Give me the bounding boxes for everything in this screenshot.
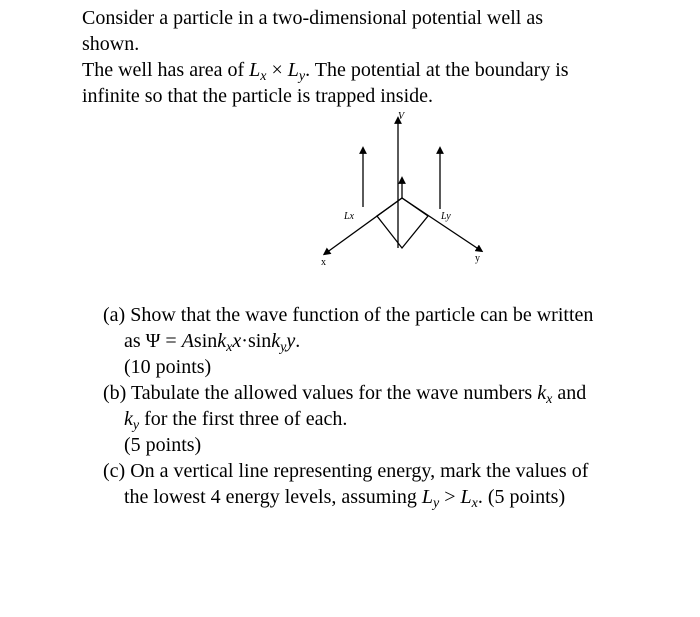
v-label: V: [398, 111, 405, 122]
b-kx-symbol: k: [537, 382, 547, 404]
part-c-suffix: . (5 points): [477, 486, 566, 508]
lx-label: Lx: [344, 211, 354, 222]
part-a-formula: [103, 328, 663, 354]
part-b-line-1: [103, 380, 663, 406]
y-variable: y: [286, 330, 296, 352]
part-b-suffix: for the first three of each.: [139, 408, 348, 430]
part-a-as: as Ψ =: [124, 330, 182, 352]
amplitude-symbol: A: [181, 330, 194, 352]
c-ly-subscript: y: [433, 496, 440, 511]
ly-label: Ly: [441, 211, 451, 222]
potential-well-diagram: [300, 105, 510, 270]
question-parts: [103, 302, 663, 510]
ky-subscript: y: [280, 340, 287, 355]
x-axis-label: x: [321, 257, 326, 268]
formula-end: .: [295, 330, 301, 352]
part-c-line-2: [103, 484, 663, 510]
x-variable: x: [232, 330, 242, 352]
kx-symbol: k: [217, 330, 227, 352]
lx-subscript: x: [260, 69, 267, 84]
part-b-prefix: (b) Tabulate the allowed values for the wave numbers: [103, 382, 538, 404]
intro-line-3-prefix: The well has area of: [82, 59, 250, 81]
part-c-line-1: (c) On a vertical line representing energy, mark the values of: [103, 460, 589, 482]
well-base: [377, 198, 428, 248]
intro-line-3: [82, 57, 642, 83]
ly-subscript: y: [298, 69, 306, 84]
intro-line-2: shown.: [82, 33, 140, 55]
c-lx-subscript: x: [471, 496, 478, 511]
b-ky-symbol: k: [124, 408, 133, 430]
potential-well-figure: [300, 105, 510, 270]
part-b-and: and: [552, 382, 587, 404]
part-a-line-1: (a) Show that the wave function of the particle can be written: [103, 304, 594, 326]
y-axis-label: y: [475, 253, 480, 264]
lx-symbol: L: [249, 59, 261, 81]
part-b-line-2: [103, 406, 663, 432]
kx-subscript: x: [226, 340, 233, 355]
part-a-points: (10 points): [124, 356, 212, 378]
c-lx-symbol: L: [460, 486, 472, 508]
problem-intro: [82, 5, 642, 109]
sin-2: sin: [247, 330, 272, 352]
sin-1: sin: [193, 330, 218, 352]
intro-line-1: Consider a particle in a two-dimensional potential well as: [82, 7, 543, 29]
times-sign: ×: [266, 59, 288, 81]
part-c-prefix: the lowest 4 energy levels, assuming: [124, 486, 422, 508]
b-kx-subscript: x: [546, 392, 553, 407]
intro-line-4: infinite so that the particle is trapped inside.: [82, 85, 434, 107]
intro-line-3-suffix: . The potential at the boundary is: [305, 59, 569, 81]
ly-symbol: L: [287, 59, 299, 81]
c-ly-symbol: L: [421, 486, 434, 508]
b-ky-subscript: y: [132, 418, 140, 433]
dot-operator: ·: [241, 330, 248, 352]
part-b-points: (5 points): [124, 434, 202, 456]
greater-than: >: [439, 486, 461, 508]
ky-symbol: k: [271, 330, 281, 352]
